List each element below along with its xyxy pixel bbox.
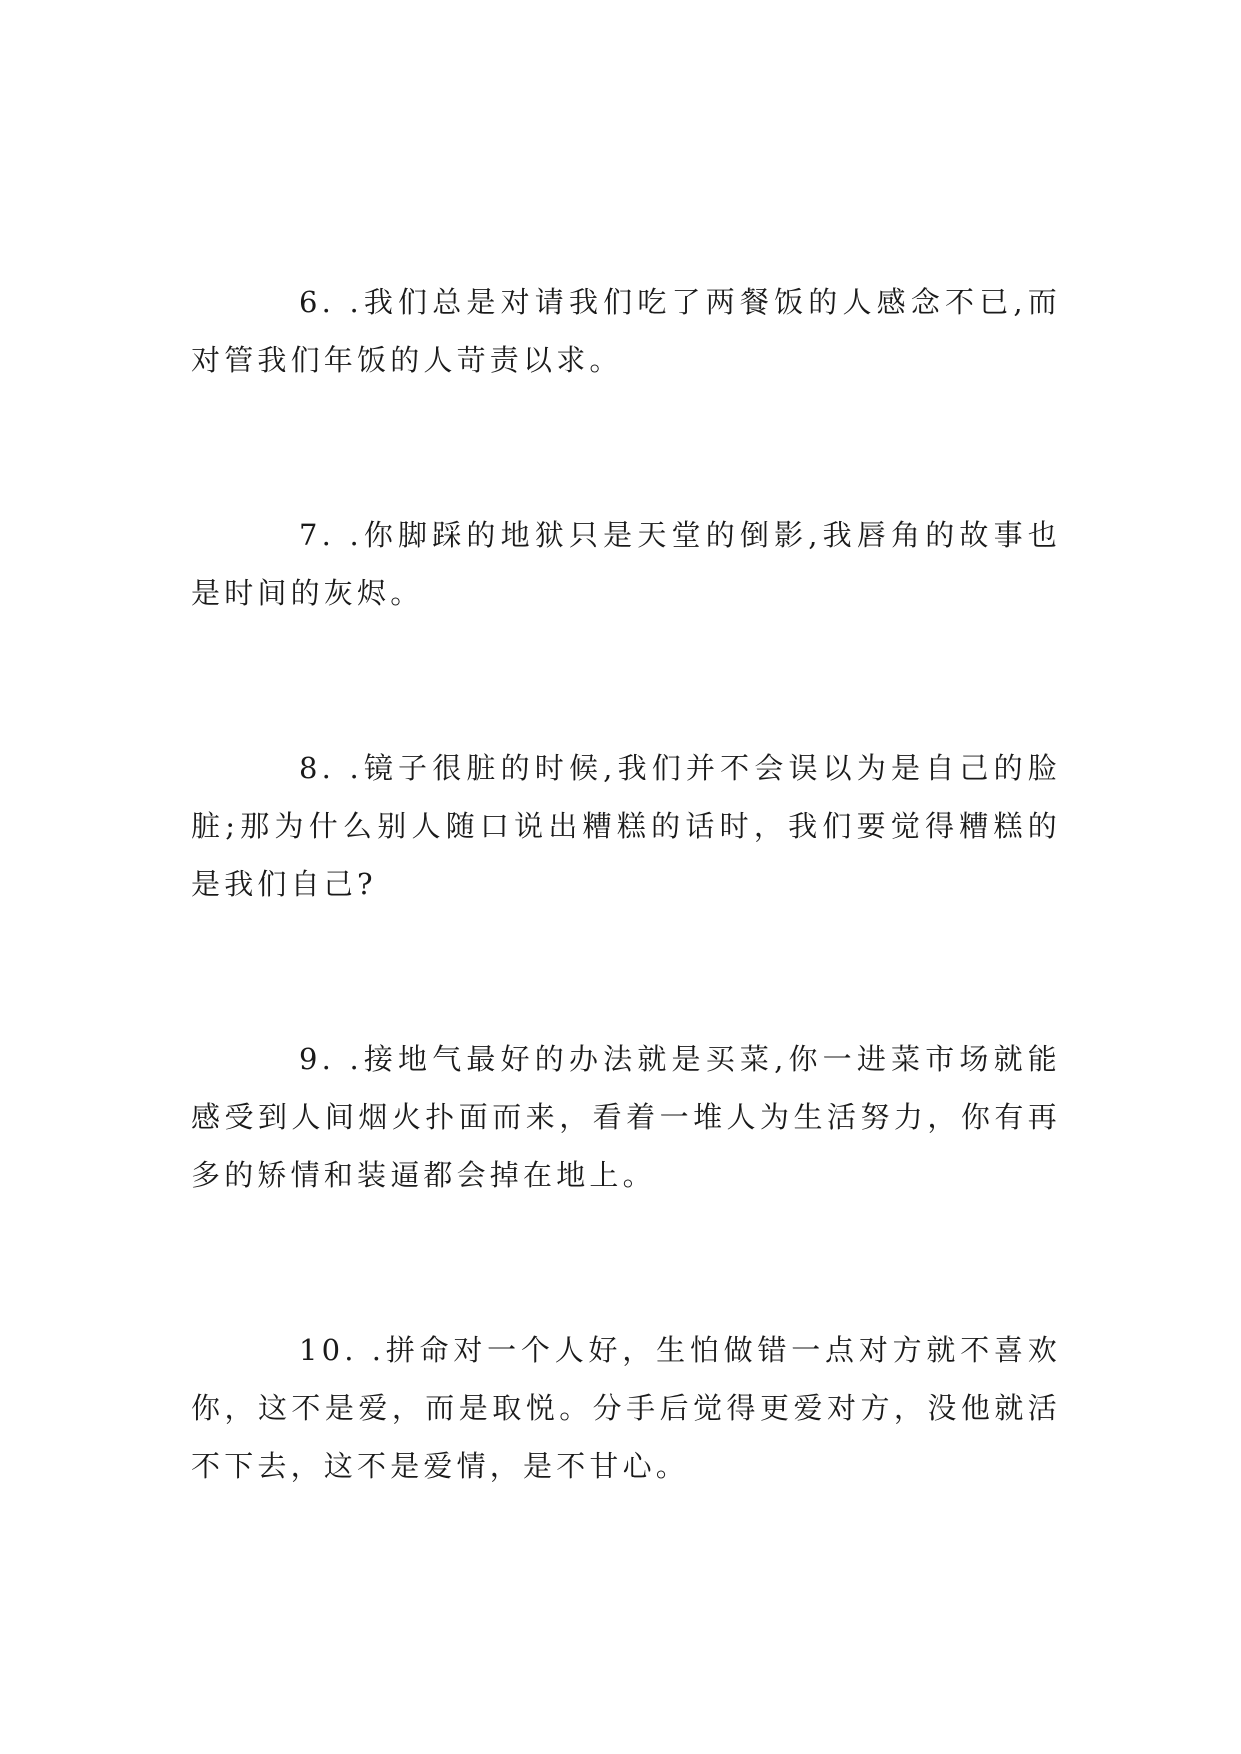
paragraph-8: 8. .镜子很脏的时候,我们并不会误以为是自己的脸脏;那为什么别人随口说出糟糕的话时，我们要觉得糟糕的是我们自己?: [191, 751, 1061, 901]
paragraph-6: 6. .我们总是对请我们吃了两餐饭的人感念不已,而对管我们年饭的人苛责以求。: [191, 285, 1061, 377]
paragraph-7: 7. .你脚踩的地狱只是天堂的倒影,我唇角的故事也是时间的灰烬。: [191, 518, 1061, 610]
paragraph-9: 9. .接地气最好的办法就是买菜,你一进菜市场就能感受到人间烟火扑面而来，看着一堆人为生活努力，你有再多的矫情和装逼都会掉在地上。: [191, 1042, 1061, 1192]
paragraph-10: 10. .拼命对一个人好，生怕做错一点对方就不喜欢你，这不是爱，而是取悦。分手后觉得更爱对方，没他就活不下去，这不是爱情，是不甘心。: [191, 1333, 1061, 1483]
